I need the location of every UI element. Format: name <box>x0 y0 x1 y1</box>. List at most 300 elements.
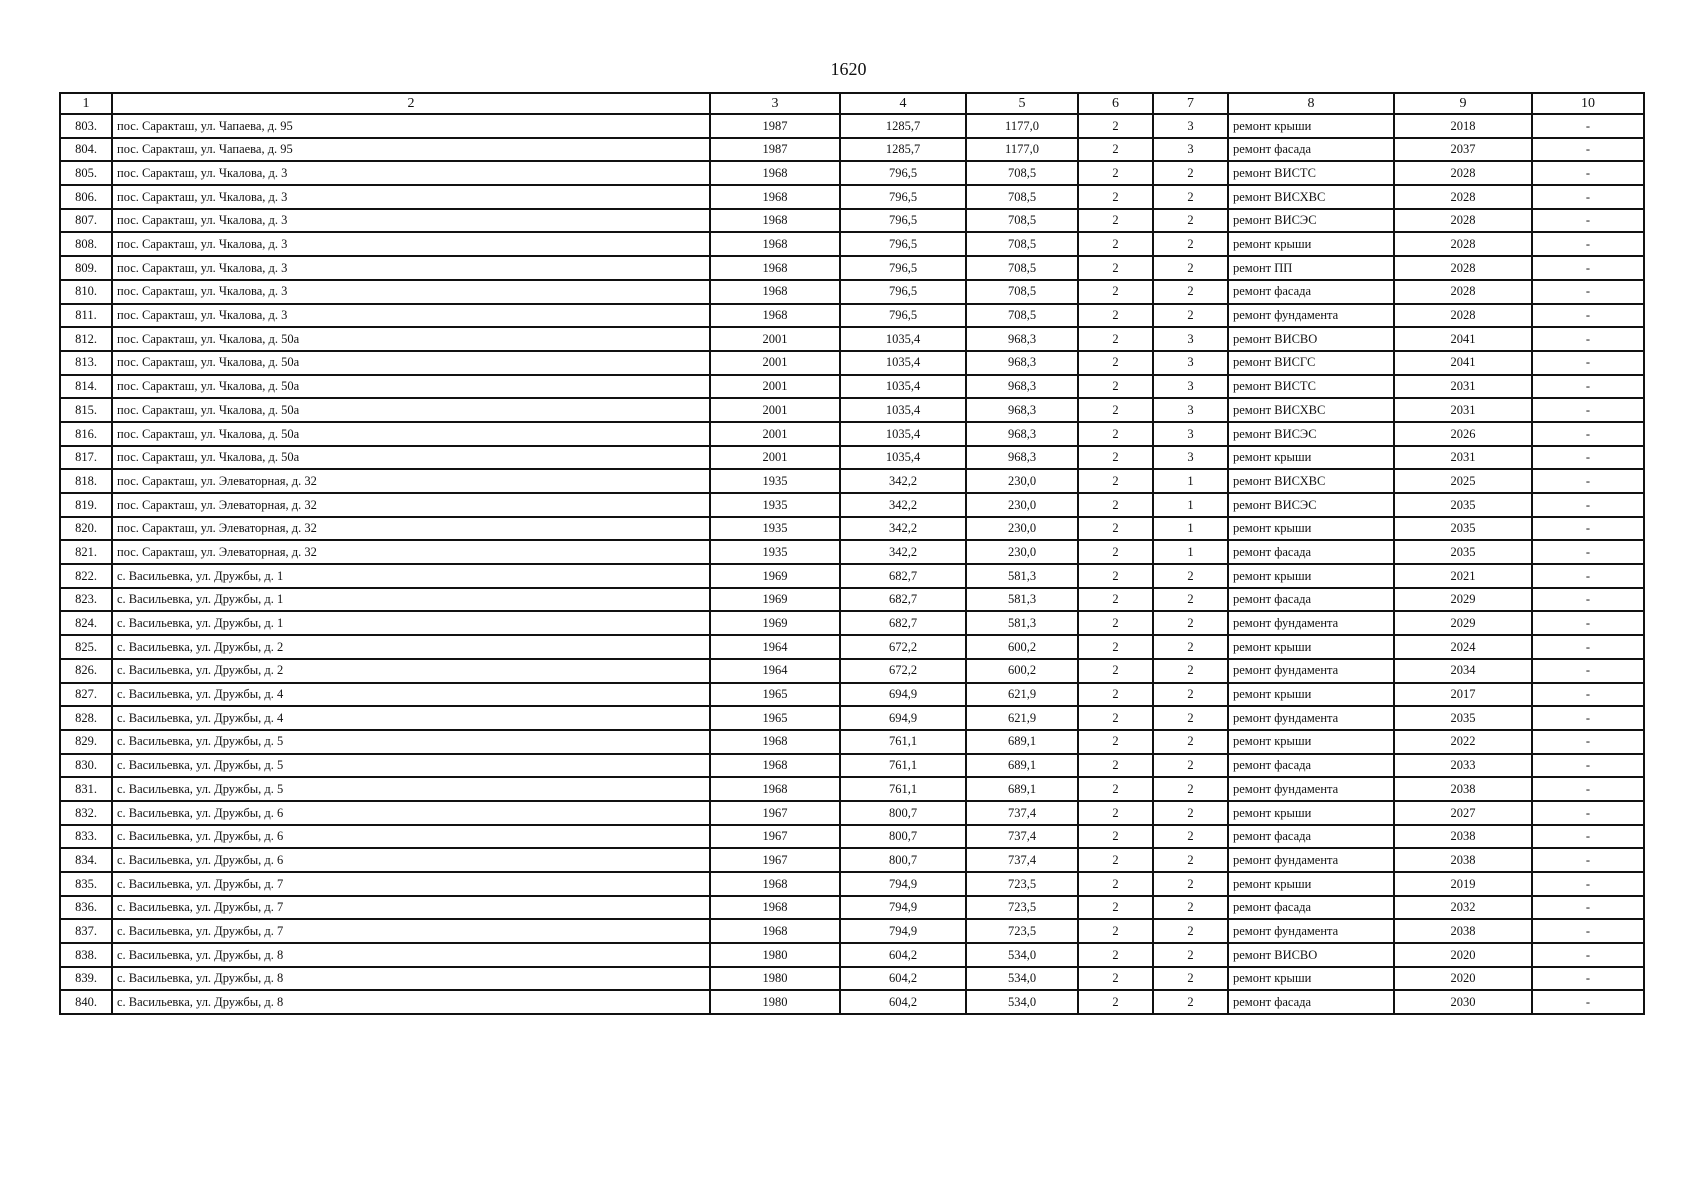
table-row <box>60 185 1644 209</box>
address-cell: пос. Саракташ, ул. Чкалова, д. 3 <box>112 304 710 328</box>
planned-year-cell: 2020 <box>1394 943 1532 967</box>
living-area-cell: 708,5 <box>966 185 1078 209</box>
note-cell: - <box>1532 209 1644 233</box>
living-area-cell: 1177,0 <box>966 114 1078 138</box>
note-cell: - <box>1532 896 1644 920</box>
planned-year-cell: 2037 <box>1394 138 1532 162</box>
row-number-cell: 822. <box>60 564 112 588</box>
total-area-cell: 1035,4 <box>840 422 966 446</box>
floors-cell: 1 <box>1153 517 1228 541</box>
row-number-cell: 838. <box>60 943 112 967</box>
material-cell: 2 <box>1078 777 1153 801</box>
floors-cell: 2 <box>1153 754 1228 778</box>
column-header: 1 <box>60 93 112 114</box>
planned-year-cell: 2031 <box>1394 398 1532 422</box>
table-row <box>60 564 1644 588</box>
total-area-cell: 672,2 <box>840 635 966 659</box>
floors-cell: 1 <box>1153 493 1228 517</box>
address-cell: пос. Саракташ, ул. Чкалова, д. 50а <box>112 375 710 399</box>
table-row <box>60 469 1644 493</box>
row-number-cell: 807. <box>60 209 112 233</box>
row-number-cell: 828. <box>60 706 112 730</box>
living-area-cell: 723,5 <box>966 919 1078 943</box>
table-row <box>60 635 1644 659</box>
table-row <box>60 706 1644 730</box>
row-number-cell: 803. <box>60 114 112 138</box>
address-cell: пос. Саракташ, ул. Чкалова, д. 50а <box>112 398 710 422</box>
table-row <box>60 659 1644 683</box>
floors-cell: 2 <box>1153 659 1228 683</box>
work-type-cell: ремонт ВИСЭС <box>1228 422 1394 446</box>
row-number-cell: 808. <box>60 232 112 256</box>
floors-cell: 2 <box>1153 872 1228 896</box>
table-row <box>60 209 1644 233</box>
floors-cell: 3 <box>1153 398 1228 422</box>
table-row <box>60 943 1644 967</box>
planned-year-cell: 2041 <box>1394 327 1532 351</box>
work-type-cell: ремонт фасада <box>1228 138 1394 162</box>
living-area-cell: 600,2 <box>966 635 1078 659</box>
total-area-cell: 800,7 <box>840 801 966 825</box>
page-number: 1620 <box>830 59 867 79</box>
column-header: 9 <box>1394 93 1532 114</box>
living-area-cell: 737,4 <box>966 848 1078 872</box>
year-built-cell: 1964 <box>710 635 840 659</box>
planned-year-cell: 2028 <box>1394 256 1532 280</box>
living-area-cell: 708,5 <box>966 256 1078 280</box>
material-cell: 2 <box>1078 706 1153 730</box>
planned-year-cell: 2018 <box>1394 114 1532 138</box>
total-area-cell: 800,7 <box>840 848 966 872</box>
address-cell: пос. Саракташ, ул. Чкалова, д. 50а <box>112 327 710 351</box>
year-built-cell: 1935 <box>710 540 840 564</box>
year-built-cell: 1968 <box>710 730 840 754</box>
address-cell: с. Васильевка, ул. Дружбы, д. 6 <box>112 848 710 872</box>
address-cell: пос. Саракташ, ул. Чкалова, д. 3 <box>112 280 710 304</box>
total-area-cell: 342,2 <box>840 493 966 517</box>
total-area-cell: 1035,4 <box>840 351 966 375</box>
floors-cell: 2 <box>1153 943 1228 967</box>
floors-cell: 2 <box>1153 588 1228 612</box>
row-number-cell: 835. <box>60 872 112 896</box>
planned-year-cell: 2033 <box>1394 754 1532 778</box>
note-cell: - <box>1532 683 1644 707</box>
living-area-cell: 723,5 <box>966 896 1078 920</box>
floors-cell: 2 <box>1153 185 1228 209</box>
address-cell: с. Васильевка, ул. Дружбы, д. 7 <box>112 872 710 896</box>
work-type-cell: ремонт фундамента <box>1228 706 1394 730</box>
planned-year-cell: 2028 <box>1394 185 1532 209</box>
floors-cell: 2 <box>1153 706 1228 730</box>
year-built-cell: 2001 <box>710 375 840 399</box>
address-cell: с. Васильевка, ул. Дружбы, д. 2 <box>112 659 710 683</box>
note-cell: - <box>1532 398 1644 422</box>
table-row <box>60 327 1644 351</box>
year-built-cell: 1987 <box>710 138 840 162</box>
table-row <box>60 683 1644 707</box>
table-row <box>60 351 1644 375</box>
work-type-cell: ремонт фасада <box>1228 754 1394 778</box>
address-cell: с. Васильевка, ул. Дружбы, д. 2 <box>112 635 710 659</box>
living-area-cell: 708,5 <box>966 209 1078 233</box>
total-area-cell: 761,1 <box>840 754 966 778</box>
material-cell: 2 <box>1078 304 1153 328</box>
total-area-cell: 796,5 <box>840 185 966 209</box>
living-area-cell: 689,1 <box>966 754 1078 778</box>
table-row <box>60 375 1644 399</box>
living-area-cell: 708,5 <box>966 280 1078 304</box>
floors-cell: 1 <box>1153 540 1228 564</box>
material-cell: 2 <box>1078 327 1153 351</box>
living-area-cell: 689,1 <box>966 777 1078 801</box>
floors-cell: 2 <box>1153 825 1228 849</box>
work-type-cell: ремонт крыши <box>1228 683 1394 707</box>
year-built-cell: 1968 <box>710 777 840 801</box>
year-built-cell: 2001 <box>710 398 840 422</box>
planned-year-cell: 2020 <box>1394 967 1532 991</box>
table-row <box>60 730 1644 754</box>
note-cell: - <box>1532 967 1644 991</box>
note-cell: - <box>1532 280 1644 304</box>
work-type-cell: ремонт крыши <box>1228 801 1394 825</box>
note-cell: - <box>1532 754 1644 778</box>
living-area-cell: 534,0 <box>966 990 1078 1014</box>
year-built-cell: 1964 <box>710 659 840 683</box>
work-type-cell: ремонт крыши <box>1228 446 1394 470</box>
floors-cell: 2 <box>1153 683 1228 707</box>
total-area-cell: 796,5 <box>840 161 966 185</box>
total-area-cell: 796,5 <box>840 209 966 233</box>
living-area-cell: 230,0 <box>966 493 1078 517</box>
floors-cell: 3 <box>1153 422 1228 446</box>
work-type-cell: ремонт фундамента <box>1228 848 1394 872</box>
address-cell: пос. Саракташ, ул. Чапаева, д. 95 <box>112 138 710 162</box>
work-type-cell: ремонт ВИСВО <box>1228 943 1394 967</box>
note-cell: - <box>1532 706 1644 730</box>
living-area-cell: 968,3 <box>966 422 1078 446</box>
address-cell: с. Васильевка, ул. Дружбы, д. 6 <box>112 825 710 849</box>
floors-cell: 2 <box>1153 611 1228 635</box>
work-type-cell: ремонт ВИСТС <box>1228 161 1394 185</box>
column-header: 4 <box>840 93 966 114</box>
year-built-cell: 1935 <box>710 493 840 517</box>
living-area-cell: 534,0 <box>966 943 1078 967</box>
address-cell: пос. Саракташ, ул. Элеваторная, д. 32 <box>112 517 710 541</box>
living-area-cell: 968,3 <box>966 446 1078 470</box>
year-built-cell: 1968 <box>710 232 840 256</box>
address-cell: с. Васильевка, ул. Дружбы, д. 7 <box>112 896 710 920</box>
year-built-cell: 1968 <box>710 209 840 233</box>
row-number-cell: 819. <box>60 493 112 517</box>
year-built-cell: 1965 <box>710 706 840 730</box>
living-area-cell: 723,5 <box>966 872 1078 896</box>
floors-cell: 2 <box>1153 232 1228 256</box>
material-cell: 2 <box>1078 540 1153 564</box>
row-number-cell: 817. <box>60 446 112 470</box>
row-number-cell: 837. <box>60 919 112 943</box>
total-area-cell: 796,5 <box>840 280 966 304</box>
address-cell: пос. Саракташ, ул. Чкалова, д. 50а <box>112 422 710 446</box>
year-built-cell: 2001 <box>710 446 840 470</box>
registry-table <box>59 92 1645 1015</box>
living-area-cell: 737,4 <box>966 825 1078 849</box>
material-cell: 2 <box>1078 138 1153 162</box>
address-cell: пос. Саракташ, ул. Чапаева, д. 95 <box>112 114 710 138</box>
planned-year-cell: 2024 <box>1394 635 1532 659</box>
table-row <box>60 848 1644 872</box>
material-cell: 2 <box>1078 114 1153 138</box>
floors-cell: 2 <box>1153 919 1228 943</box>
planned-year-cell: 2031 <box>1394 375 1532 399</box>
note-cell: - <box>1532 990 1644 1014</box>
column-header: 3 <box>710 93 840 114</box>
row-number-cell: 818. <box>60 469 112 493</box>
floors-cell: 3 <box>1153 327 1228 351</box>
note-cell: - <box>1532 493 1644 517</box>
work-type-cell: ремонт фундамента <box>1228 659 1394 683</box>
note-cell: - <box>1532 872 1644 896</box>
total-area-cell: 694,9 <box>840 706 966 730</box>
planned-year-cell: 2028 <box>1394 161 1532 185</box>
note-cell: - <box>1532 422 1644 446</box>
column-header: 8 <box>1228 93 1394 114</box>
note-cell: - <box>1532 446 1644 470</box>
note-cell: - <box>1532 375 1644 399</box>
planned-year-cell: 2038 <box>1394 825 1532 849</box>
row-number-cell: 827. <box>60 683 112 707</box>
work-type-cell: ремонт фасада <box>1228 990 1394 1014</box>
row-number-cell: 831. <box>60 777 112 801</box>
total-area-cell: 1035,4 <box>840 446 966 470</box>
table-row <box>60 588 1644 612</box>
work-type-cell: ремонт крыши <box>1228 114 1394 138</box>
year-built-cell: 1967 <box>710 848 840 872</box>
work-type-cell: ремонт крыши <box>1228 872 1394 896</box>
planned-year-cell: 2019 <box>1394 872 1532 896</box>
year-built-cell: 1968 <box>710 872 840 896</box>
table-row <box>60 967 1644 991</box>
note-cell: - <box>1532 919 1644 943</box>
year-built-cell: 1968 <box>710 754 840 778</box>
row-number-cell: 816. <box>60 422 112 446</box>
total-area-cell: 1035,4 <box>840 398 966 422</box>
material-cell: 2 <box>1078 256 1153 280</box>
work-type-cell: ремонт фундамента <box>1228 777 1394 801</box>
note-cell: - <box>1532 564 1644 588</box>
planned-year-cell: 2028 <box>1394 304 1532 328</box>
address-cell: с. Васильевка, ул. Дружбы, д. 8 <box>112 967 710 991</box>
material-cell: 2 <box>1078 801 1153 825</box>
living-area-cell: 968,3 <box>966 398 1078 422</box>
address-cell: с. Васильевка, ул. Дружбы, д. 1 <box>112 588 710 612</box>
living-area-cell: 230,0 <box>966 540 1078 564</box>
material-cell: 2 <box>1078 209 1153 233</box>
planned-year-cell: 2021 <box>1394 564 1532 588</box>
planned-year-cell: 2038 <box>1394 848 1532 872</box>
table-row <box>60 872 1644 896</box>
floors-cell: 2 <box>1153 967 1228 991</box>
work-type-cell: ремонт фундамента <box>1228 304 1394 328</box>
total-area-cell: 796,5 <box>840 232 966 256</box>
table-row <box>60 422 1644 446</box>
year-built-cell: 1965 <box>710 683 840 707</box>
year-built-cell: 1935 <box>710 469 840 493</box>
year-built-cell: 2001 <box>710 327 840 351</box>
work-type-cell: ремонт ВИСВО <box>1228 327 1394 351</box>
row-number-cell: 812. <box>60 327 112 351</box>
table-row <box>60 754 1644 778</box>
work-type-cell: ремонт фундамента <box>1228 919 1394 943</box>
total-area-cell: 796,5 <box>840 304 966 328</box>
note-cell: - <box>1532 256 1644 280</box>
column-header: 7 <box>1153 93 1228 114</box>
material-cell: 2 <box>1078 730 1153 754</box>
address-cell: с. Васильевка, ул. Дружбы, д. 4 <box>112 706 710 730</box>
total-area-cell: 604,2 <box>840 967 966 991</box>
living-area-cell: 581,3 <box>966 588 1078 612</box>
work-type-cell: ремонт крыши <box>1228 635 1394 659</box>
table-row <box>60 896 1644 920</box>
address-cell: пос. Саракташ, ул. Чкалова, д. 3 <box>112 232 710 256</box>
row-number-cell: 832. <box>60 801 112 825</box>
column-header: 5 <box>966 93 1078 114</box>
address-cell: пос. Саракташ, ул. Чкалова, д. 3 <box>112 161 710 185</box>
planned-year-cell: 2028 <box>1394 209 1532 233</box>
address-cell: пос. Саракташ, ул. Элеваторная, д. 32 <box>112 540 710 564</box>
floors-cell: 2 <box>1153 777 1228 801</box>
planned-year-cell: 2035 <box>1394 517 1532 541</box>
material-cell: 2 <box>1078 351 1153 375</box>
living-area-cell: 621,9 <box>966 706 1078 730</box>
note-cell: - <box>1532 517 1644 541</box>
row-number-cell: 809. <box>60 256 112 280</box>
planned-year-cell: 2025 <box>1394 469 1532 493</box>
work-type-cell: ремонт ВИСХВС <box>1228 398 1394 422</box>
row-number-cell: 821. <box>60 540 112 564</box>
planned-year-cell: 2028 <box>1394 280 1532 304</box>
row-number-cell: 825. <box>60 635 112 659</box>
work-type-cell: ремонт ВИСЭС <box>1228 209 1394 233</box>
address-cell: с. Васильевка, ул. Дружбы, д. 5 <box>112 777 710 801</box>
year-built-cell: 1967 <box>710 801 840 825</box>
address-cell: с. Васильевка, ул. Дружбы, д. 7 <box>112 919 710 943</box>
row-number-cell: 830. <box>60 754 112 778</box>
planned-year-cell: 2029 <box>1394 588 1532 612</box>
note-cell: - <box>1532 848 1644 872</box>
material-cell: 2 <box>1078 683 1153 707</box>
table-row <box>60 801 1644 825</box>
table-row <box>60 138 1644 162</box>
living-area-cell: 581,3 <box>966 564 1078 588</box>
note-cell: - <box>1532 540 1644 564</box>
living-area-cell: 737,4 <box>966 801 1078 825</box>
table-row <box>60 517 1644 541</box>
material-cell: 2 <box>1078 635 1153 659</box>
living-area-cell: 968,3 <box>966 375 1078 399</box>
material-cell: 2 <box>1078 446 1153 470</box>
note-cell: - <box>1532 635 1644 659</box>
column-header: 2 <box>112 93 710 114</box>
year-built-cell: 2001 <box>710 351 840 375</box>
total-area-cell: 682,7 <box>840 588 966 612</box>
floors-cell: 2 <box>1153 209 1228 233</box>
floors-cell: 3 <box>1153 138 1228 162</box>
year-built-cell: 1969 <box>710 588 840 612</box>
address-cell: с. Васильевка, ул. Дружбы, д. 5 <box>112 754 710 778</box>
material-cell: 2 <box>1078 161 1153 185</box>
year-built-cell: 1968 <box>710 896 840 920</box>
year-built-cell: 1968 <box>710 919 840 943</box>
note-cell: - <box>1532 185 1644 209</box>
note-cell: - <box>1532 611 1644 635</box>
material-cell: 2 <box>1078 469 1153 493</box>
material-cell: 2 <box>1078 375 1153 399</box>
year-built-cell: 1987 <box>710 114 840 138</box>
living-area-cell: 689,1 <box>966 730 1078 754</box>
planned-year-cell: 2029 <box>1394 611 1532 635</box>
table-header-row <box>60 93 1644 114</box>
living-area-cell: 230,0 <box>966 469 1078 493</box>
year-built-cell: 1935 <box>710 517 840 541</box>
living-area-cell: 708,5 <box>966 161 1078 185</box>
table-row <box>60 161 1644 185</box>
row-number-cell: 839. <box>60 967 112 991</box>
row-number-cell: 826. <box>60 659 112 683</box>
work-type-cell: ремонт ВИСХВС <box>1228 469 1394 493</box>
note-cell: - <box>1532 138 1644 162</box>
planned-year-cell: 2035 <box>1394 540 1532 564</box>
material-cell: 2 <box>1078 564 1153 588</box>
note-cell: - <box>1532 825 1644 849</box>
note-cell: - <box>1532 659 1644 683</box>
living-area-cell: 600,2 <box>966 659 1078 683</box>
year-built-cell: 1980 <box>710 990 840 1014</box>
row-number-cell: 813. <box>60 351 112 375</box>
planned-year-cell: 2031 <box>1394 446 1532 470</box>
material-cell: 2 <box>1078 611 1153 635</box>
work-type-cell: ремонт фасада <box>1228 540 1394 564</box>
planned-year-cell: 2022 <box>1394 730 1532 754</box>
planned-year-cell: 2041 <box>1394 351 1532 375</box>
living-area-cell: 230,0 <box>966 517 1078 541</box>
total-area-cell: 794,9 <box>840 872 966 896</box>
address-cell: с. Васильевка, ул. Дружбы, д. 1 <box>112 611 710 635</box>
material-cell: 2 <box>1078 517 1153 541</box>
table-row <box>60 990 1644 1014</box>
table-row <box>60 114 1644 138</box>
total-area-cell: 800,7 <box>840 825 966 849</box>
floors-cell: 2 <box>1153 801 1228 825</box>
floors-cell: 2 <box>1153 161 1228 185</box>
total-area-cell: 761,1 <box>840 730 966 754</box>
floors-cell: 2 <box>1153 730 1228 754</box>
address-cell: пос. Саракташ, ул. Чкалова, д. 50а <box>112 351 710 375</box>
total-area-cell: 1035,4 <box>840 327 966 351</box>
address-cell: пос. Саракташ, ул. Чкалова, д. 50а <box>112 446 710 470</box>
material-cell: 2 <box>1078 896 1153 920</box>
row-number-cell: 840. <box>60 990 112 1014</box>
row-number-cell: 815. <box>60 398 112 422</box>
year-built-cell: 1968 <box>710 161 840 185</box>
note-cell: - <box>1532 351 1644 375</box>
address-cell: с. Васильевка, ул. Дружбы, д. 4 <box>112 683 710 707</box>
floors-cell: 2 <box>1153 564 1228 588</box>
address-cell: с. Васильевка, ул. Дружбы, д. 8 <box>112 990 710 1014</box>
row-number-cell: 833. <box>60 825 112 849</box>
material-cell: 2 <box>1078 493 1153 517</box>
living-area-cell: 968,3 <box>966 351 1078 375</box>
row-number-cell: 814. <box>60 375 112 399</box>
